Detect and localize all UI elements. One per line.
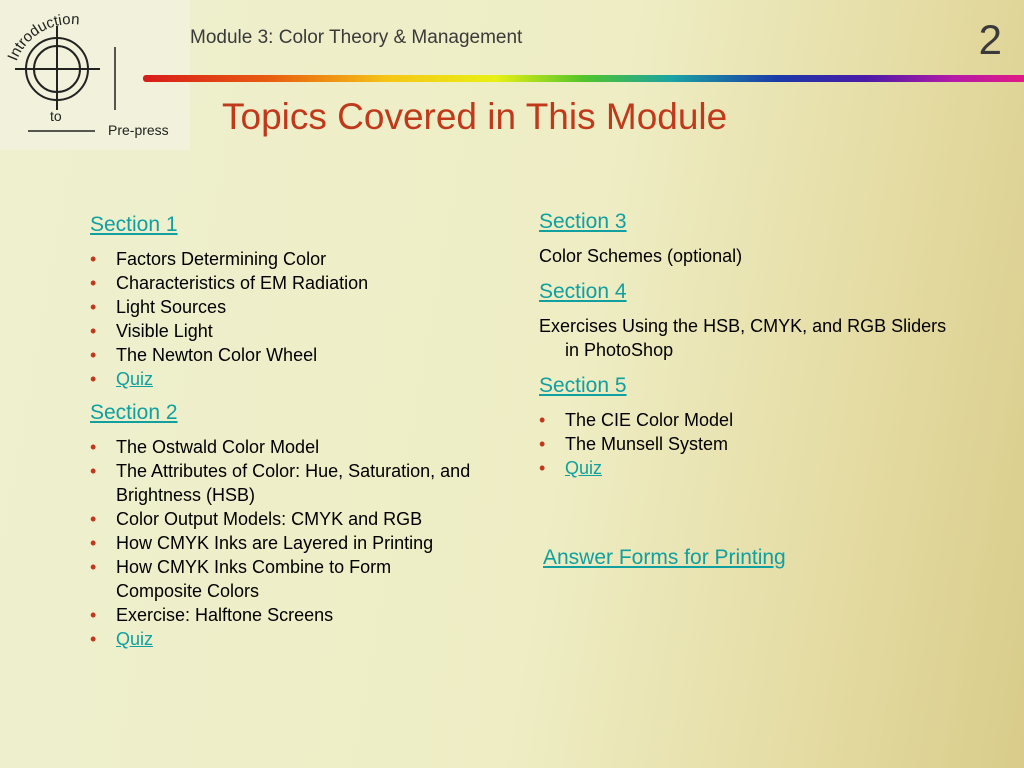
section-2-link[interactable]: Section 2 [90, 401, 178, 424]
section-2-list [90, 435, 490, 651]
list-item-quiz [90, 627, 490, 651]
list-item: • Visible Light [90, 319, 490, 343]
section-4-link[interactable]: Section 4 [539, 280, 627, 303]
section-1-quiz-link[interactable]: Quiz [116, 369, 154, 389]
section-3-link[interactable]: Section 3 [539, 210, 627, 233]
right-column [539, 210, 959, 490]
list-item: • Characteristics of EM Radiation [90, 271, 490, 295]
section-4-text: Exercises Using the HSB, CMYK, and RGB Sliders in PhotoShop [539, 316, 947, 360]
list-item: • The Munsell System [539, 432, 959, 456]
list-item: • The Newton Color Wheel [90, 343, 490, 367]
section-5-list [539, 408, 959, 480]
list-item: • The Ostwald Color Model [90, 435, 490, 459]
section-2-quiz-link[interactable]: Quiz [116, 629, 154, 649]
section-3-text: Color Schemes (optional) [539, 246, 743, 266]
list-item: • How CMYK Inks are Layered in Printing [90, 531, 490, 555]
section-5-link[interactable]: Section 5 [539, 374, 627, 397]
list-item: • The CIE Color Model [539, 408, 959, 432]
logo-word-mid: to [50, 108, 62, 124]
logo-word-bottom: Pre-press [108, 122, 169, 138]
left-column [90, 213, 490, 661]
list-item: • Exercise: Halftone Screens [90, 603, 490, 627]
list-item: • Factors Determining Color [90, 247, 490, 271]
list-item: • How CMYK Inks Combine to Form Composite Colors [90, 555, 436, 603]
list-item: • Light Sources [90, 295, 490, 319]
slide-number: 2 [978, 16, 1002, 63]
svg-text:Introduction [4, 11, 80, 63]
rainbow-divider [143, 75, 1024, 82]
logo-word-top: Introduction [4, 10, 81, 64]
list-item-quiz [90, 367, 490, 391]
page-title: Topics Covered in This Module [222, 96, 728, 137]
list-item-quiz [539, 456, 959, 480]
list-item: • Color Output Models: CMYK and RGB [90, 507, 490, 531]
module-title: Module 3: Color Theory & Management [190, 27, 523, 48]
section-1-list [90, 247, 490, 391]
section-1-link[interactable]: Section 1 [90, 213, 178, 236]
answer-forms-link[interactable]: Answer Forms for Printing [543, 546, 786, 569]
list-item: • The Attributes of Color: Hue, Saturation, and Brightness (HSB) [90, 459, 471, 507]
section-5-quiz-link[interactable]: Quiz [565, 458, 603, 478]
